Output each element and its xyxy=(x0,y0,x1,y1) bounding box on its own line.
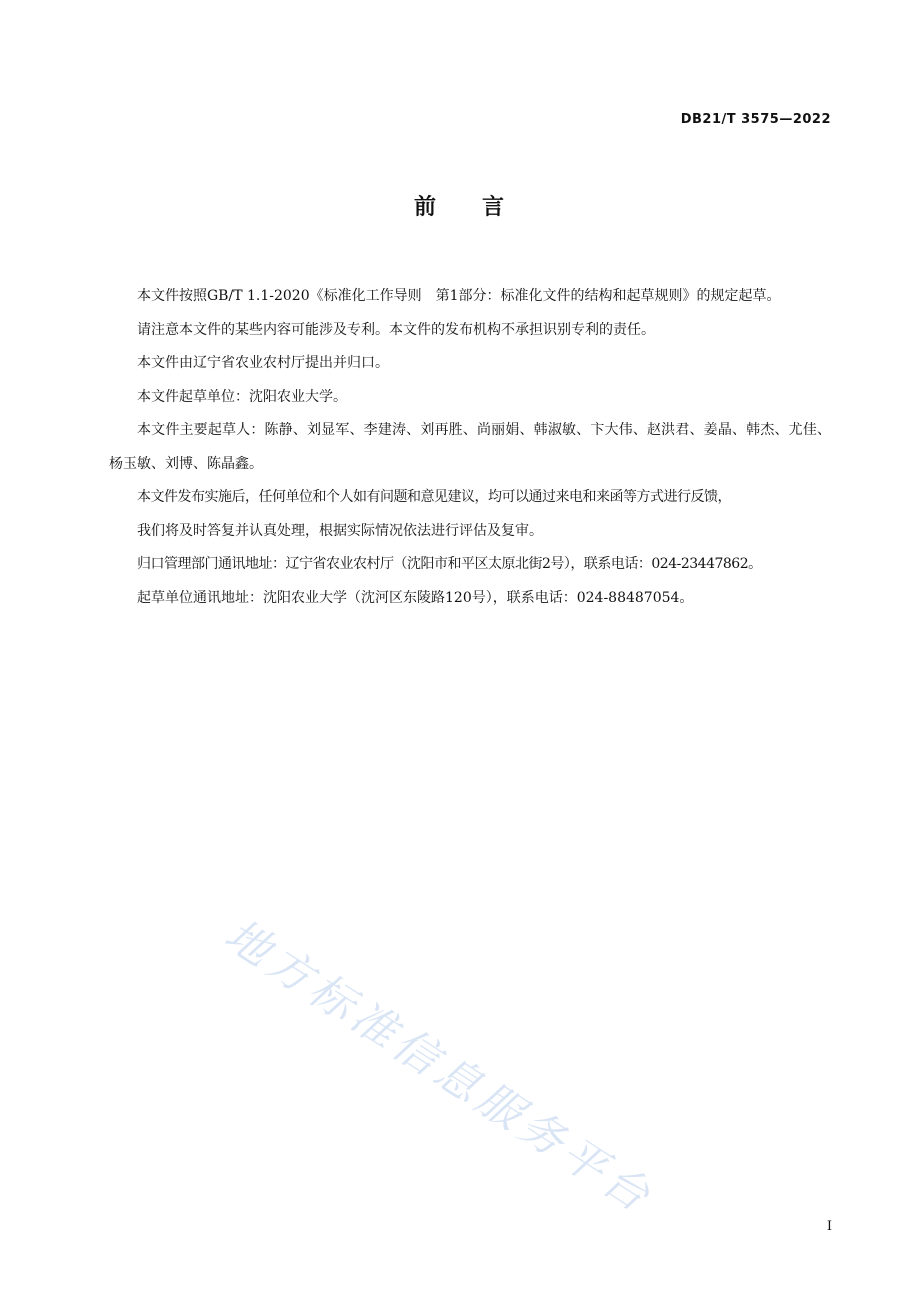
paragraph-feedback-continued: 我们将及时答复并认真处理，根据实际情况依法进行评估及复审。 xyxy=(137,522,543,539)
paragraph-patent-notice: 请注意本文件的某些内容可能涉及专利。本文件的发布机构不承担识别专利的责任。 xyxy=(137,321,655,338)
title-part-2: 言 xyxy=(482,195,507,220)
paragraph-drafters: 本文件主要起草人：陈静、刘显军、李建涛、刘再胜、尚丽娟、韩淑敏、卞大伟、赵洪君、姜晶、韩杰、尤佳、杨玉敏、刘博、陈晶鑫。 xyxy=(109,422,831,472)
paragraph-drafter-address: 起草单位通讯地址：沈阳农业大学（沈河区东陵路120号），联系电话：024-88487054。 xyxy=(137,589,694,606)
page-title xyxy=(0,190,920,221)
page-number: I xyxy=(826,1219,832,1234)
title-part-1: 前 xyxy=(413,195,438,220)
watermark: 地方标准信息服务平台 xyxy=(215,909,663,1225)
paragraph-drafting-unit: 本文件起草单位：沈阳农业大学。 xyxy=(137,388,347,405)
foreword-body xyxy=(109,280,831,615)
paragraph-proposer: 本文件由辽宁省农业农村厅提出并归口。 xyxy=(137,355,389,371)
document-code: DB21/T 3575—2022 xyxy=(680,112,831,127)
paragraph-authority-address: 归口管理部门通讯地址：辽宁省农业农村厅（沈阳市和平区太原北街2号），联系电话：024-23447862。 xyxy=(137,556,762,572)
paragraph-drafting-rules: 本文件按照GB/T 1.1-2020《标准化工作导则 第1部分：标准化文件的结构和起草规则》的规定起草。 xyxy=(137,288,781,304)
paragraph-feedback: 本文件发布实施后，任何单位和个人如有问题和意见建议，均可以通过来电和来函等方式进行反馈， xyxy=(137,489,731,505)
